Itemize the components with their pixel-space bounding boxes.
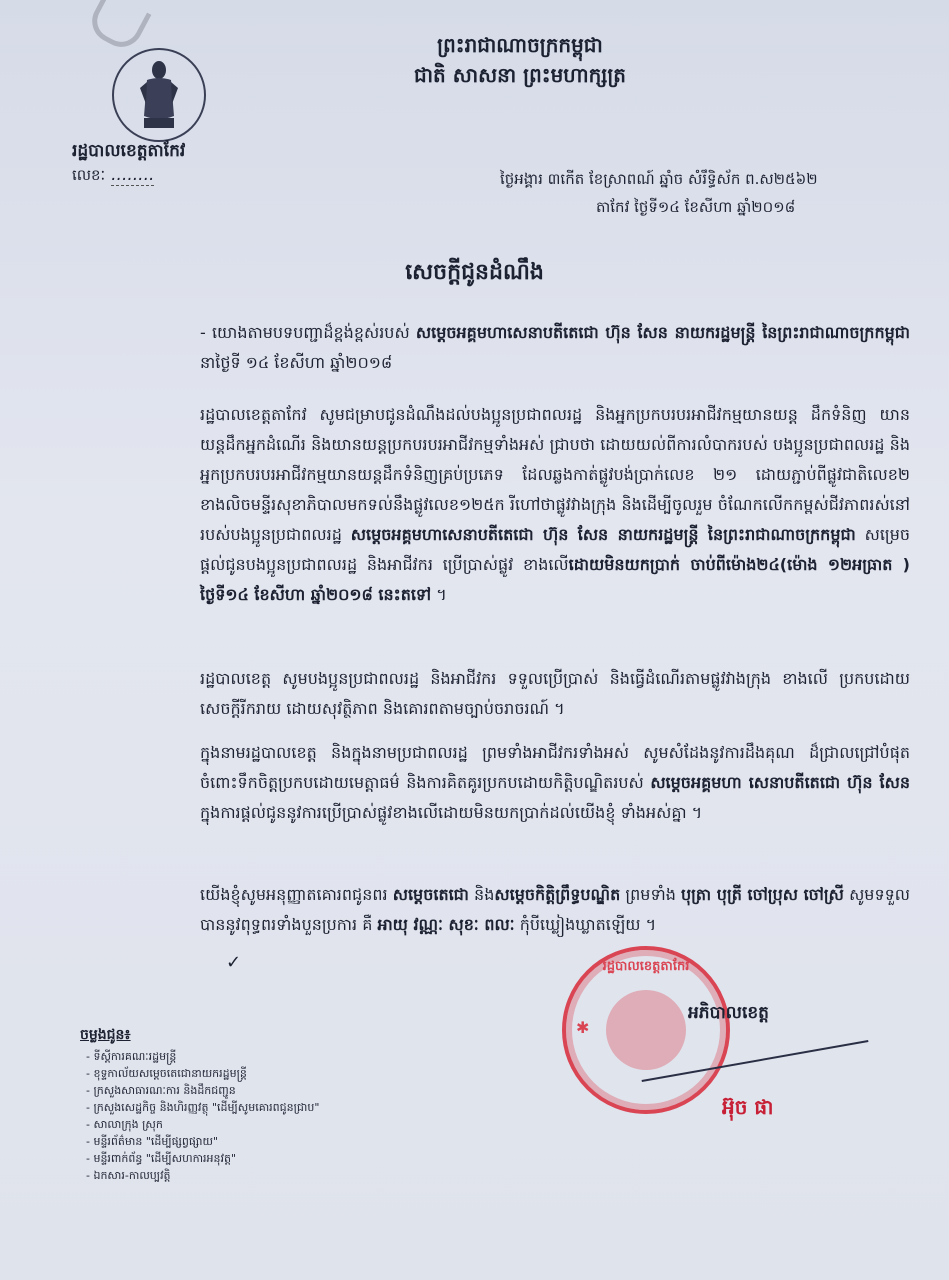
document-title: សេចក្តីជូនដំណឹង [405,260,544,285]
paragraph-blessing: យើងខ្ញុំសូមអនុញ្ញាតគោរពជូនពរ សម្តេចតេជោ និងសម្តេចកិត្តិព្រឹទ្ធបណ្ឌិត ព្រមទាំង បុត្រា បុត្រី ចៅប្រុស ចៅស្រី សូមទទួលបាននូវពុទ្ធពរទាំងបួនប្រការ គឺ អាយុ វណ្ណៈ សុខៈ ពលៈ កុំបីឃ្លៀងឃ្លាតឡើយ ។ [200,885,911,934]
paragraph-usage: រដ្ឋបាលខេត្ត សូមបងប្អូនប្រជាពលរដ្ឋ និងអាជីវករ ទទួលប្រើប្រាស់ និងធ្វើដំណើរតាមផ្លូវវាងក្រុង ខាងលើ ប្រកបដោយសេចក្តីរីករាយ ដោយសុវត្ថិភាព និងគោរពតាមច្បាប់ចរាចរណ៍ ។ [200,669,910,718]
cc-item: - ឯកសារ-កាលប្បវត្តិ [86,1167,346,1184]
cc-item: - មន្ទីរព័ត៌មាន "ដើម្បីផ្សព្វផ្សាយ" [86,1133,346,1150]
lunar-date: ថ្ងៃអង្គារ ៣កើត ខែស្រាពណ៍ ឆ្នាំច សំរឹទ្ធិស័ក ព.ស២៥៦២ [500,170,818,188]
cc-item: - មន្ទីរពាក់ព័ន្ធ "ដើម្បីសហការអនុវត្ត" [86,1150,346,1167]
issuing-authority: រដ្ឋបាលខេត្តតាកែវ [72,141,186,161]
stamp-text: រដ្ឋបាលខេត្តតាកែវ [602,959,690,974]
paragraph-gratitude: ក្នុងនាមរដ្ឋបាលខេត្ត និងក្នុងនាមប្រជាពលរដ្ឋ ព្រមទាំងអាជីវករទាំងអស់ សូមសំដែងនូវការដឹងគុណ ដ៏ជ្រាលជ្រៅបំផុតចំពោះទឹកចិត្តប្រកបដោយមេត្តាធម៌ និងការគិតគូរប្រកបដោយកិត្តិបណ្ឌិតរបស់ សម្តេចអគ្គមហា សេនាបតីតេជោ ហ៊ុន សែន ក្នុងការផ្តល់ជូននូវការប្រើប្រាស់ផ្លូវខាងលើដោយមិនយកប្រាក់ដល់យើងខ្ញុំ ទាំងអស់គ្នា ។ [200,743,910,822]
paragraph-reference: - យោងតាមបទបញ្ជាដ៏ខ្ពង់ខ្ពស់របស់ សម្តេចអគ្គមហាសេនាបតីតេជោ ហ៊ុន សែន នាយករដ្ឋមន្ត្រី នៃព្រះរាជាណាចក្រកម្ពុជា នាថ្ងៃទី ១៤ ខែសីហា ឆ្នាំ២០១៨ [200,323,910,372]
check-mark-icon: ✓ [226,952,242,973]
cc-title: ចម្លងជូន៖ [80,1027,131,1043]
emblem-icon [112,48,206,142]
kingdom-line-2: ជាតិ សាសនា ព្រះមហាក្សត្រ [414,63,626,87]
signatory-title: អភិបាលខេត្ត [688,1003,769,1023]
cc-item: - ទីស្តីការគណៈរដ្ឋមន្ត្រី [86,1048,346,1065]
kingdom-line-1: ព្រះរាជាណាចក្រកម្ពុជា [437,33,603,57]
cc-item: - សាលាក្រុង ស្រុក [86,1116,346,1133]
cc-item: - ខុទ្ទកាល័យសម្តេចតេជោនាយករដ្ឋមន្ត្រី [86,1065,346,1082]
ref-label: លេខៈ [72,166,106,184]
paper-clip-icon [84,0,151,55]
solar-date: តាកែវ ថ្ងៃទី១៤ ខែសីហា ឆ្នាំ២០១៨ [596,198,796,216]
cc-list [86,1048,346,1184]
ref-value: ........ [111,165,155,185]
official-stamp-icon [562,946,730,1114]
stamp-star-icon: ✱ [576,1018,590,1037]
cc-item: - ក្រសួងសាធារណៈការ និងដឹកជញ្ជូន [86,1082,346,1099]
cc-item: - ក្រសួងសេដ្ឋកិច្ច និងហិរញ្ញវត្ថុ "ដើម្បីសូមគោរពជូនជ្រាប" [86,1099,346,1116]
signatory-name: អ៊ុច ផា [722,1095,774,1119]
paragraph-announcement: រដ្ឋបាលខេត្តតាកែវ សូមជម្រាបជូនដំណឹងដល់បងប្អូនប្រជាពលរដ្ឋ និងអ្នកប្រកបរបរអាជីវកម្មយានយន្ត ដឹកទំនិញ យានយន្តដឹកអ្នកដំណើរ និងយានយន្តប្រកបរបរអាជីវកម្មទាំងអស់ ជ្រាបថា ដោយយល់ពីការលំបាករបស់ បងប្អូនប្រជាពលរដ្ឋ និងអ្នកប្រកបរបរអាជីវកម្មយានយន្តដឹកទំនិញគ្រប់ប្រភេទ ដែលឆ្លងកាត់ផ្លូវបង់ប្រាក់លេខ ២១ ដោយភ្ជាប់ពីផ្លូវជាតិលេខ២ ខាងលិចមន្ទីរសុខាភិបាលមកទល់នឹងផ្លូវលេខ១២៥ក រីហៅថាផ្លូវវាងក្រុង និងដើម្បីចូលរួម ចំណែកលើកកម្ពស់ជីវភាពរស់នៅរបស់បងប្អូនប្រជាពលរដ្ឋ សម្តេចអគ្គមហាសេនាបតីតេជោ ហ៊ុន សែន នាយករដ្ឋមន្ត្រី នៃព្រះរាជាណាចក្រកម្ពុជា សម្រេចផ្តល់ជូនបងប្អូនប្រជាពលរដ្ឋ និងអាជីវករ ប្រើប្រាស់ផ្លូវ ខាងលើដោយមិនយកប្រាក់ ចាប់ពីម៉ោង២៤(ម៉ោង ១២អធ្រាត ) ថ្ងៃទី១៤ ខែសីហា ឆ្នាំ២០១៨ នេះតទៅ ។ [200,405,911,604]
kingdom-motto [360,30,680,90]
stamp-emblem-icon [606,990,686,1070]
reference-number [72,165,154,188]
